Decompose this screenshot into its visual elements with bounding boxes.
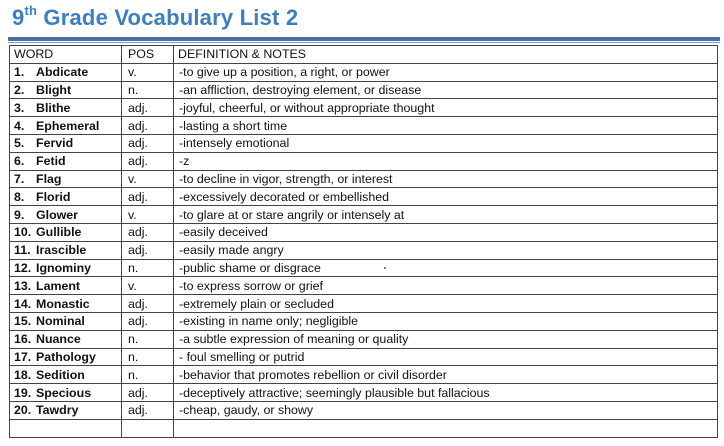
definition-cell: -excessively decorated or embellished: [174, 188, 718, 206]
word-cell: [10, 366, 122, 384]
word-text: Ignominy: [36, 260, 92, 275]
vocabulary-table: [9, 45, 718, 438]
word-number: 17.: [14, 349, 32, 364]
word-cell: [10, 81, 122, 99]
pos-cell: n.: [122, 366, 174, 384]
stray-mark: [384, 267, 386, 269]
word-text: Irascible: [36, 243, 87, 258]
word-text: Ephemeral: [36, 118, 100, 133]
word-cell: [10, 312, 122, 330]
word-number: 4.: [14, 118, 25, 133]
definition-cell: -intensely emotional: [174, 134, 718, 152]
word-number: 16.: [14, 332, 32, 347]
table-row: [10, 134, 718, 152]
word-number: 3.: [14, 100, 25, 115]
pos-cell: adj.: [122, 188, 174, 206]
table-row: [10, 117, 718, 135]
word-number: 7.: [14, 171, 25, 186]
word-text: Specious: [36, 385, 92, 400]
empty-cell: [122, 419, 174, 437]
word-cell: [10, 295, 122, 313]
word-text: Pathology: [36, 349, 96, 364]
table-row: [10, 259, 718, 277]
definition-cell: -existing in name only; negligible: [174, 312, 718, 330]
table-row: [10, 312, 718, 330]
word-cell: [10, 401, 122, 419]
table-row: [10, 295, 718, 313]
pos-cell: n.: [122, 259, 174, 277]
definition-cell: -to decline in vigor, strength, or interest: [174, 170, 718, 188]
word-text: Gullible: [36, 225, 82, 240]
empty-table-row: [10, 419, 718, 437]
word-cell: [10, 206, 122, 224]
pos-cell: adj.: [122, 117, 174, 135]
pos-cell: adj.: [122, 223, 174, 241]
table-row: [10, 188, 718, 206]
word-number: 6.: [14, 154, 25, 169]
word-number: 11.: [14, 243, 31, 258]
pos-cell: adj.: [122, 384, 174, 402]
word-cell: [10, 170, 122, 188]
table-row: [10, 223, 718, 241]
definition-cell: -to glare at or stare angrily or intensely at: [174, 206, 718, 224]
word-text: Nuance: [36, 332, 81, 347]
word-cell: [10, 277, 122, 295]
definition-cell: - foul smelling or putrid: [174, 348, 718, 366]
definition-cell: -extremely plain or secluded: [174, 295, 718, 313]
word-number: 20.: [14, 403, 32, 418]
table-row: [10, 241, 718, 259]
pos-cell: n.: [122, 348, 174, 366]
table-header-row: [10, 46, 718, 64]
pos-cell: v.: [122, 277, 174, 295]
pos-cell: adj.: [122, 295, 174, 313]
word-text: Blight: [36, 82, 72, 97]
page-title: [12, 5, 298, 31]
table-row: [10, 99, 718, 117]
title-ordinal-suffix: th: [24, 3, 38, 18]
pos-cell: adj.: [122, 312, 174, 330]
word-text: Tawdry: [36, 403, 79, 418]
table-row: [10, 206, 718, 224]
word-number: 14.: [14, 296, 32, 311]
table-row: [10, 366, 718, 384]
empty-cell: [10, 419, 122, 437]
word-number: 10.: [14, 225, 32, 240]
title-underline-thick: [8, 37, 720, 41]
word-number: 12.: [14, 260, 32, 275]
table-row: [10, 277, 718, 295]
table-row: [10, 384, 718, 402]
definition-cell: -cheap, gaudy, or showy: [174, 401, 718, 419]
word-cell: [10, 63, 122, 81]
word-number: 8.: [14, 189, 25, 204]
word-text: Glower: [36, 207, 78, 222]
title-number: 9: [12, 5, 25, 30]
definition-cell: -to give up a position, a right, or power: [174, 63, 718, 81]
pos-cell: v.: [122, 206, 174, 224]
word-number: 1.: [14, 65, 25, 80]
empty-cell: [174, 419, 718, 437]
column-header-word: WORD: [10, 46, 122, 64]
definition-cell: -joyful, cheerful, or without appropriate thought: [174, 99, 718, 117]
pos-cell: adj.: [122, 401, 174, 419]
word-cell: [10, 259, 122, 277]
word-cell: [10, 152, 122, 170]
table-row: [10, 63, 718, 81]
definition-cell: -easily made angry: [174, 241, 718, 259]
word-number: 15.: [14, 314, 32, 329]
word-cell: [10, 384, 122, 402]
word-text: Flag: [36, 171, 62, 186]
word-cell: [10, 188, 122, 206]
word-text: Florid: [36, 189, 71, 204]
table-body: [10, 63, 718, 437]
word-cell: [10, 117, 122, 135]
definition-cell: -lasting a short time: [174, 117, 718, 135]
pos-cell: n.: [122, 81, 174, 99]
definition-cell: -deceptively attractive; seemingly plausible but fallacious: [174, 384, 718, 402]
word-cell: [10, 99, 122, 117]
word-text: Lament: [36, 278, 81, 293]
word-text: Abdicate: [36, 65, 89, 80]
definition-cell: -easily deceived: [174, 223, 718, 241]
word-cell: [10, 348, 122, 366]
pos-cell: n.: [122, 330, 174, 348]
definition-cell: -behavior that promotes rebellion or civil disorder: [174, 366, 718, 384]
word-number: 2.: [14, 82, 25, 97]
definition-cell: -public shame or disgrace: [174, 259, 718, 277]
column-header-pos: POS: [122, 46, 174, 64]
table-row: [10, 81, 718, 99]
column-header-definition: DEFINITION & NOTES: [174, 46, 718, 64]
word-text: Nominal: [36, 314, 85, 329]
word-text: Sedition: [36, 367, 85, 382]
pos-cell: adj.: [122, 134, 174, 152]
table-row: [10, 330, 718, 348]
definition-cell: -an affliction, destroying element, or disease: [174, 81, 718, 99]
word-text: Fetid: [36, 154, 66, 169]
word-number: 9.: [14, 207, 25, 222]
title-underline-thin: [8, 42, 720, 43]
word-cell: [10, 223, 122, 241]
word-text: Blithe: [36, 100, 71, 115]
table-row: [10, 152, 718, 170]
pos-cell: v.: [122, 63, 174, 81]
pos-cell: adj.: [122, 152, 174, 170]
pos-cell: v.: [122, 170, 174, 188]
table-row: [10, 401, 718, 419]
table-row: [10, 348, 718, 366]
word-cell: [10, 241, 122, 259]
title-text: Grade Vocabulary List 2: [37, 5, 299, 30]
table-row: [10, 170, 718, 188]
word-number: 5.: [14, 136, 25, 151]
definition-cell: -z: [174, 152, 718, 170]
word-cell: [10, 134, 122, 152]
pos-cell: adj.: [122, 241, 174, 259]
word-number: 19.: [14, 385, 32, 400]
definition-cell: -to express sorrow or grief: [174, 277, 718, 295]
word-text: Fervid: [36, 136, 74, 151]
word-number: 18.: [14, 367, 32, 382]
definition-cell: -a subtle expression of meaning or quality: [174, 330, 718, 348]
pos-cell: adj.: [122, 99, 174, 117]
word-number: 13.: [14, 278, 32, 293]
word-text: Monastic: [36, 296, 90, 311]
word-cell: [10, 330, 122, 348]
